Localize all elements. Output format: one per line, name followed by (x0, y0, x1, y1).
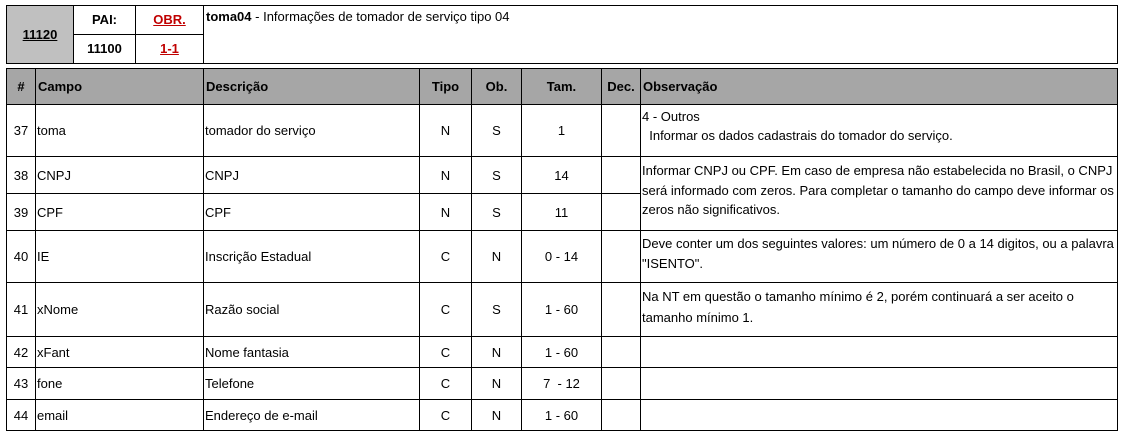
row-tam: 11 (522, 194, 602, 231)
occurrence-value: 1-1 (136, 35, 204, 64)
row-dec (602, 283, 641, 337)
row-tipo: N (420, 194, 472, 231)
row-ob: N (472, 337, 522, 368)
row-campo: toma (36, 105, 204, 157)
row-descricao: CNPJ (204, 157, 420, 194)
row-tipo: C (420, 400, 472, 431)
row-descricao: Endereço de e-mail (204, 400, 420, 431)
row-dec (602, 368, 641, 400)
row-campo: CNPJ (36, 157, 204, 194)
row-observacao (641, 105, 1118, 157)
row-dec (602, 337, 641, 368)
row-ob: S (472, 157, 522, 194)
row-dec (602, 157, 641, 194)
row-num: 43 (7, 368, 36, 400)
col-header-tipo: Tipo (420, 69, 472, 105)
row-observacao: Informar CNPJ ou CPF. Em caso de empresa não estabelecida no Brasil, o CNPJ será informado com zeros. Para completar o tamanho do campo deve informar os zeros não significativos. (641, 157, 1118, 231)
row-ob: N (472, 368, 522, 400)
row-descricao: Nome fantasia (204, 337, 420, 368)
row-descricao: CPF (204, 194, 420, 231)
row-tam: 7 - 12 (522, 368, 602, 400)
field-group-header (6, 5, 1118, 64)
row-observacao (641, 400, 1118, 431)
row-campo: CPF (36, 194, 204, 231)
row-num: 38 (7, 157, 36, 194)
col-header-ob: Ob. (472, 69, 522, 105)
col-header-tam: Tam. (522, 69, 602, 105)
col-header-dec: Dec. (602, 69, 641, 105)
table-row (7, 105, 1118, 157)
parent-label: PAI: (74, 6, 136, 35)
row-campo: fone (36, 368, 204, 400)
row-observacao: Na NT em questão o tamanho mínimo é 2, porém continuará a ser aceito o tamanho mínimo 1. (641, 283, 1118, 337)
row-campo: email (36, 400, 204, 431)
row-ob: S (472, 194, 522, 231)
obs-line: 4 - Outros (642, 109, 700, 124)
row-tipo: C (420, 337, 472, 368)
row-tipo: N (420, 157, 472, 194)
row-dec (602, 231, 641, 283)
row-ob: S (472, 105, 522, 157)
row-tam: 0 - 14 (522, 231, 602, 283)
row-num: 44 (7, 400, 36, 431)
row-campo: IE (36, 231, 204, 283)
group-tag: toma04 (206, 9, 252, 24)
required-label: OBR. (136, 6, 204, 35)
row-tam: 14 (522, 157, 602, 194)
row-observacao (641, 337, 1118, 368)
table-row (7, 231, 1118, 283)
table-row (7, 368, 1118, 400)
col-header-observacao: Observação (641, 69, 1118, 105)
table-header-row (7, 69, 1118, 105)
row-num: 39 (7, 194, 36, 231)
obs-line: Informar os dados cadastrais do tomador do serviço. (642, 128, 953, 143)
row-num: 42 (7, 337, 36, 368)
row-dec (602, 400, 641, 431)
row-descricao: Telefone (204, 368, 420, 400)
row-tam: 1 - 60 (522, 283, 602, 337)
row-ob: N (472, 400, 522, 431)
row-tam: 1 - 60 (522, 400, 602, 431)
row-tipo: C (420, 368, 472, 400)
table-row (7, 157, 1118, 194)
col-header-campo: Campo (36, 69, 204, 105)
table-row (7, 283, 1118, 337)
row-observacao (641, 368, 1118, 400)
row-num: 40 (7, 231, 36, 283)
row-tipo: C (420, 283, 472, 337)
row-tam: 1 - 60 (522, 337, 602, 368)
fields-table (6, 68, 1118, 431)
table-row (7, 337, 1118, 368)
row-ob: N (472, 231, 522, 283)
group-code: 11120 (7, 6, 74, 64)
row-num: 37 (7, 105, 36, 157)
row-campo: xNome (36, 283, 204, 337)
table-row (7, 400, 1118, 431)
col-header-num: # (7, 69, 36, 105)
row-descricao: tomador do serviço (204, 105, 420, 157)
row-tam: 1 (522, 105, 602, 157)
row-tipo: C (420, 231, 472, 283)
row-descricao: Razão social (204, 283, 420, 337)
parent-code: 11100 (74, 35, 136, 64)
row-tipo: N (420, 105, 472, 157)
row-observacao: Deve conter um dos seguintes valores: um número de 0 a 14 digitos, ou a palavra "ISENTO". (641, 231, 1118, 283)
row-dec (602, 194, 641, 231)
row-campo: xFant (36, 337, 204, 368)
group-description: - Informações de tomador de serviço tipo 04 (251, 9, 510, 24)
col-header-descricao: Descrição (204, 69, 420, 105)
row-num: 41 (7, 283, 36, 337)
row-dec (602, 105, 641, 157)
group-title (204, 6, 1118, 64)
row-ob: S (472, 283, 522, 337)
row-descricao: Inscrição Estadual (204, 231, 420, 283)
